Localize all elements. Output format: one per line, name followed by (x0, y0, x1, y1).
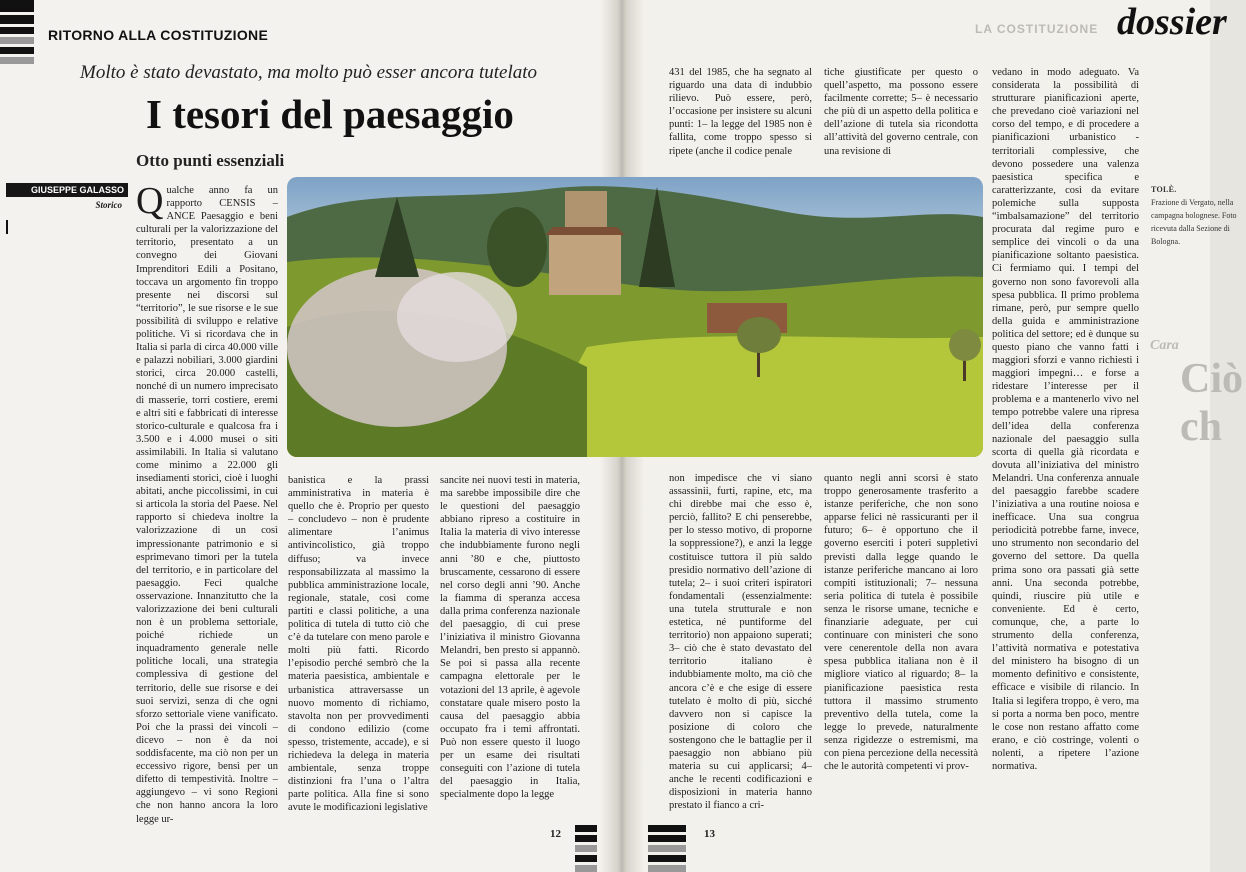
drop-cap: Q (136, 184, 164, 222)
page-number-left: 12 (550, 828, 561, 840)
body-column-3: sancite nei nuovi testi in materia, ma sarebbe impossibile dire che le questioni del paesaggio abbiano ripreso a costituire in Italia la materia di vivo interesse che indubbiamente furono negli anni ’80 e che, piuttosto bruscamente, cessarono di essere nel corso degli anni ’90. Anche la fiamma di speranza accesa dalla prima conferenza nazionale del paesaggio, di cui prese l’iniziativa il ministro Giovanna Melandri, ben presto si appannò. Se poi si passa alla recente campagna elettorale per le votazioni del 13 aprile, è agevole constatare quale misero posto la causa del paesaggio abbia occupato fra i temi affrontati. Può non essere questo il luogo per un esame dei risultati conseguiti con l’azione di tutela del paesaggio in Italia, specialmente dopo la legge (440, 475, 580, 801)
article-subtitle: Otto punti essenziali (136, 151, 285, 170)
ghost-subheading: Cara (1150, 338, 1179, 353)
ghost-section-head: LA COSTITUZIONE (975, 22, 1099, 36)
margin-tick (6, 220, 8, 234)
body-column-6: vedano in modo adeguato. Va considerata la possibilità di strutturare pianificazioni aperte, che prevedano cioè variazioni nel corso del tempo, e di procedere a pianificazioni urbanistico - territoriali complessive, che devono possedere una valenza paesistica specifica e caratterizzante, così da evitare polemiche sulla supposta “imbalsamazione” del territorio procurata dal regime puro e semplice dei vincoli o da una pianificazione soltanto paesistica. Ci fermiamo qui. I tempi del governo non sono favorevoli alla spesa pubblica. Il primo problema rimane, però, pur sempre quello della guida e amministrazione politica del settore; ed è dunque su questo piano che vanno fatti i maggiori sforzi e vanno richiesti i maggiori impegni… e forse a ridestare l’interesse per il problema e a mantenerlo vivo nel tempo potrebbe valere una ripresa dell’idea della conferenza nazionale del paesaggio sulla scorta di quella già ricordata e dovuta all’iniziativa del ministro Melandri. Una conferenza annuale del paesaggio farebbe scadere l’iniziativa a una routine noiosa e inefficace. Una sua congrua periodicità potrebbe farne, invece, uno strumento non secondario del governo del settore. Da quella prima sono ora passati già sette anni. Una seconda potrebbe, quindi, riuscire più utile e conveniente. Ed è certo, comunque, che, a parte lo strumento della conferenza, l’attività normativa e potestativa del ministero ha bisogno di un momento definitivo e consistente, efficace e visibile di rilancio. In Italia si legifera troppo, è vero, ma si porta a norma ben poco, mentre le cose non restano affatto come erano, e ciò costringe, volenti o nolenti, a ripetere l’azione normativa. (992, 67, 1139, 772)
section-heading: RITORNO ALLA COSTITUZIONE (48, 27, 269, 43)
decorative-bars-top-left (0, 0, 34, 67)
author-role: Storico (95, 200, 122, 210)
article-kicker: Molto è stato devastato, ma molto può esser ancora tutelato (80, 62, 538, 83)
decorative-bars-bottom-right (648, 825, 686, 872)
body-column-2: banistica e la prassi amministrativa in materia è quello che è. Proprio per questo – concludevo – non è prudente alimentare l’animus antivincolistico, già troppo diffuso; va invece responsabilizzata al massimo la pubblica amministrazione locale, regionale, statale, così come partiti e classi politiche, a una politica di tutela di tutto ciò che c’è da tutelare con meno parole e molti più fatti. Ricordo l’episodio perché sembrò che la materia paesistica, ambientale e urbanistica attraversasse un nuovo momento di richiamo, stavolta non per provvedimenti di condono edilizio (come spesso, tristemente, accade), e si richiedeva la delega in materia ambientale, senza troppe distinzioni fra l’una o l’altra parte politica. Alla fine si sono avute le modificazioni legislative (288, 475, 429, 814)
caption-text: Frazione di Vergato, nella campagna bolognese. Foto ricevuta dalla Sezione di Bologna. (1151, 198, 1237, 246)
photo-caption (1151, 183, 1241, 248)
author-name: GIUSEPPE GALASSO (6, 183, 128, 197)
body-column-4-top: 431 del 1985, che ha segnato al riguardo una data di indubbio rilievo. Può essere, però, l’occasione per insistere su alcuni punti: 1– la legge del 1985 non è fallita, come troppo spesso si ripete (anche il codice penale (669, 67, 812, 157)
article-title: I tesori del paesaggio (146, 91, 514, 137)
magazine-brand: dossier (1117, 1, 1227, 43)
landscape-photo (287, 177, 983, 457)
page-number-right: 13 (704, 828, 715, 840)
body-column-1 (136, 184, 278, 846)
body-column-5-top: tiche giustificate per questo o quell’aspetto, ma possono essere facilmente corrette; 5– è necessario che più di un aspetto della politica e dell’azione di tutela sia ricondotta all’attività del governo centrale, con una revisione di (824, 67, 978, 157)
landscape-illustration (287, 177, 983, 457)
body-column-5-bottom: quanto negli anni scorsi è stato troppo generosamente trasferito a istanze periferiche, che non sono apparse felici nè rassicuranti per il futuro; 6– è opportuno che il governo eserciti i poteri suppletivi previsti dalla legge quando le istanze periferiche mancano ai loro compiti istituzionali; 7– nessuna seria politica di tutela è possibile senza le risorse umane, tecniche e finanziarie adeguate, per cui continuare con ministeri che sono vere cenerentole della non avara spesa pubblica italiana non è il migliore viatico al riguardo; 8– la pianificazione paesistica resta tuttora il massimo strumento preventivo della tutela, come la legge lo prevede, naturalmente senza rigidezze o estremismi, ma con piena percezione della necessità che le autorità competenti vi prov- (824, 473, 978, 773)
body-column-4-bottom: non impedisce che vi siano assassinii, furti, rapine, etc, ma chi direbbe mai che esso è, perciò, fallito? E chi penserebbe, per lo stesso motivo, di proporne la soppressione?), e anzi la legge costituisce tuttora il più saldo presidio normativo dell’azione di tutela; 2– i suoi criteri ispiratori fondamentali (essenzialmente: una tutela strutturale e non estetica, né puntiforme del territorio) non appaiono superati; 3– ciò che è stato devastato del territorio italiano è indubbiamente molto, ma ciò che ancora c’è e che esige di essere tutelato è molto di più, sicché davvero non si capisce la posizione di coloro che sostengono che le battaglie per il paesaggio non abbiano più materia su cui applicarsi; 4– anche le recenti codificazioni e disposizioni in materia hanno prestato il fianco a cri- (669, 473, 812, 812)
caption-label: TOLÈ. (1151, 185, 1177, 194)
ghost-heading: Ciò ch (1180, 356, 1243, 450)
decorative-bars-bottom-left (575, 825, 597, 872)
column-1-text: ualche anno fa un rapporto CENSIS – ANCE Paesaggio e beni culturali per la valorizzazione del territorio, presentato a un convegno dei Giovani Imprenditori Edili a Positano, toccava un argomento fin troppo presente nei discorsi sul “territorio”, le sue risorse e le sue possibilità di sviluppo e relative politiche. Vi si ricordava che in Italia si parla di circa 40.000 ville e palazzi nobiliari, 3.000 giardini storici, circa 20.000 castelli, nonché di un numero imprecisato di masserie, torri costiere, eremi e altri siti e fabbricati di interesse storico-culturale e qualcosa fra i 3.500 e i 4.000 musei o siti assimilabili. In Italia si valutano come minimo a 22.000 gli insediamenti storici, cioè i luoghi abitati, anche piccolissimi, in cui si articola la storia del Paese. Nel rapporto si chiedeva inoltre la valorizzazione di un così impressionante patrimonio e si esprimevano timori per la tutela del territorio, e in particolare del paesaggio. Feci qualche osservazione. Innanzitutto che la valorizzazione dei beni culturali non è un problema settoriale, poiché richiede un inquadramento generale nelle politiche locali, una strategia complessiva di gestione del territorio, delle sue risorse e dei suoi servizi, senza di che ogni sforzo settoriale viene vanificato. Poi che la prassi dei vincoli – dicevo – non è da noi soddisfacente, ma ciò non per un eccessivo rigore, bensì per un difetto di tempestività. Inoltre – aggiungevo – vi sono Regioni che non hanno ancora la loro legge ur- (136, 185, 278, 825)
